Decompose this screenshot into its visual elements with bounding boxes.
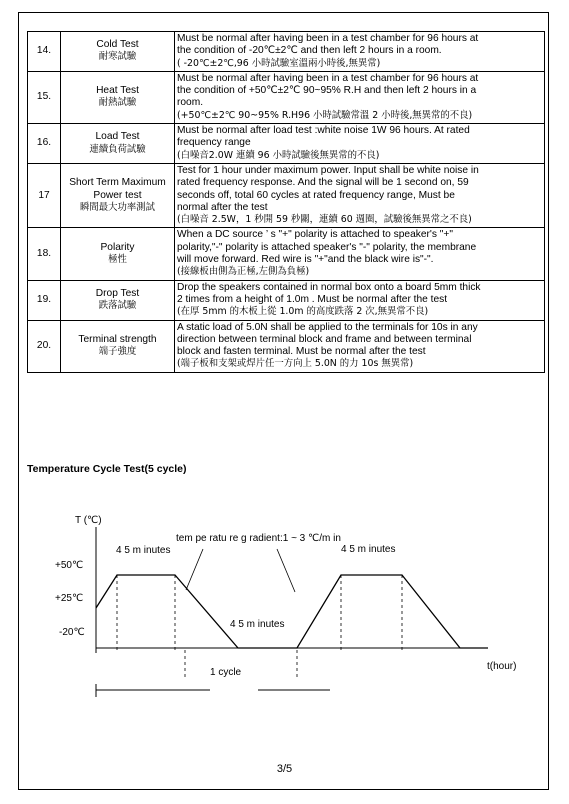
test-name-zh: 極性	[108, 254, 127, 266]
dwell-label-left: 4 5 m inutes	[116, 545, 171, 556]
description-line: When a DC source ’ s "+" polarity is attached to speaker's "+"	[177, 229, 453, 241]
description-line: (在厚 5mm 的木板上從 1.0m 的高度跌落 2 次,無異常不良)	[177, 306, 429, 318]
gradient-pointer	[186, 549, 203, 590]
test-number: 14.	[28, 32, 61, 72]
description-line: Test for 1 hour under maximum power. Input shall be white noise in	[177, 164, 479, 176]
dwell-label-right: 4 5 m inutes	[341, 544, 396, 555]
description-line: (接線板由側為正極,左側為負極)	[177, 266, 310, 278]
cycle-test-title: Temperature Cycle Test(5 cycle)	[27, 463, 187, 475]
description-line: (白噪音 2.5W，1 秒開 59 秒關，連續 60 週圈，試驗後無異常之不良)	[177, 214, 472, 226]
gradient-label: tem pe ratu re g radient:1 ~ 3 ℃/m in	[176, 533, 341, 544]
test-name-zh: 端子強度	[98, 346, 137, 358]
test-name-zh: 耐寒試驗	[98, 51, 137, 63]
description-line: will move forward. Red wire is "+"and the black wire is"-".	[177, 254, 434, 266]
temp-label-plus25: +25℃	[55, 593, 84, 604]
description-line: A static load of 5.0N shall be applied to the terminals for 10s in any	[177, 321, 478, 333]
temperature-profile-line	[96, 575, 488, 648]
description-line: normal after the test	[177, 201, 268, 213]
description-line: room.	[177, 97, 204, 109]
description-line: rated frequency response. And the signal will be 1 second on, 59	[177, 177, 469, 189]
description-line: 2 times from a height of 1.0m . Must be normal after the test	[177, 293, 448, 305]
test-name-zh: 連續負荷試驗	[89, 143, 146, 155]
test-number: 17	[28, 163, 61, 227]
description-line: ( -20℃±2℃,96 小時試驗室溫兩小時後,無異常)	[177, 57, 381, 69]
test-name-zh: 瞬間最大功率測試	[79, 201, 155, 213]
gradient-pointer	[277, 549, 295, 592]
test-name-en: Load Test	[95, 131, 140, 143]
page-number: 3/5	[276, 763, 293, 775]
test-name-zh: 跌落試驗	[98, 300, 137, 312]
description-line: direction between terminal block and frame and between terminal	[177, 333, 472, 345]
temp-label-plus50: +50℃	[55, 560, 84, 571]
test-name-en: Short Term Maximum Power test	[69, 177, 166, 201]
description-line: (+50℃±2℃ 90~95% R.H96 小時試驗常溫 2 小時後,無異常的不良)	[177, 109, 473, 121]
test-name-en: Terminal strength	[78, 333, 157, 345]
description-line: Must be normal after having been in a test chamber for 96 hours at	[177, 72, 479, 84]
test-number: 20.	[28, 320, 61, 372]
description-line: the condition of -20℃±2℃ and then left 2 hours in a room.	[177, 45, 442, 57]
test-number: 16.	[28, 124, 61, 164]
cycle-label: 1 cycle	[210, 667, 242, 678]
dwell-label-bottom: 4 5 m inutes	[230, 619, 285, 630]
description-line: seconds off, total 60 cycles at rated frequency range, Must be	[177, 189, 455, 201]
test-name-en: Drop Test	[95, 287, 140, 299]
description-line: the condition of +50℃±2℃ 90~95% R.H and then left 2 hours in a	[177, 85, 477, 97]
description-line: polarity,"-" polarity is attached speaker's "-" polarity, the membrane	[177, 241, 477, 253]
description-line: block and fasten terminal. Must be normal after the test	[177, 346, 426, 358]
test-name-en: Heat Test	[96, 85, 139, 97]
test-name-zh: 耐熱試驗	[98, 97, 137, 109]
test-number: 19.	[28, 280, 61, 320]
description-line: (白噪音2.0W 連續 96 小時試驗後無異常的不良)	[177, 149, 380, 161]
test-number: 15.	[28, 71, 61, 123]
y-axis-label: T (℃)	[75, 515, 102, 526]
description-line: Must be normal after load test :white noise 1W 96 hours. At rated	[177, 125, 470, 137]
x-axis-label: t(hour)	[487, 661, 517, 672]
description-line: (端子板和支架或焊片任一方向上 5.0N 的力 10s 無異常)	[177, 358, 414, 370]
temp-label-minus20: -20℃	[59, 627, 85, 638]
description-line: frequency range	[177, 137, 251, 149]
test-number: 18.	[28, 228, 61, 280]
test-name-en: Cold Test	[96, 39, 139, 51]
test-name-en: Polarity	[100, 241, 135, 253]
description-line: Drop the speakers contained in normal box onto a board 5mm thick	[177, 281, 481, 293]
description-line: Must be normal after having been in a test chamber for 96 hours at	[177, 33, 479, 44]
